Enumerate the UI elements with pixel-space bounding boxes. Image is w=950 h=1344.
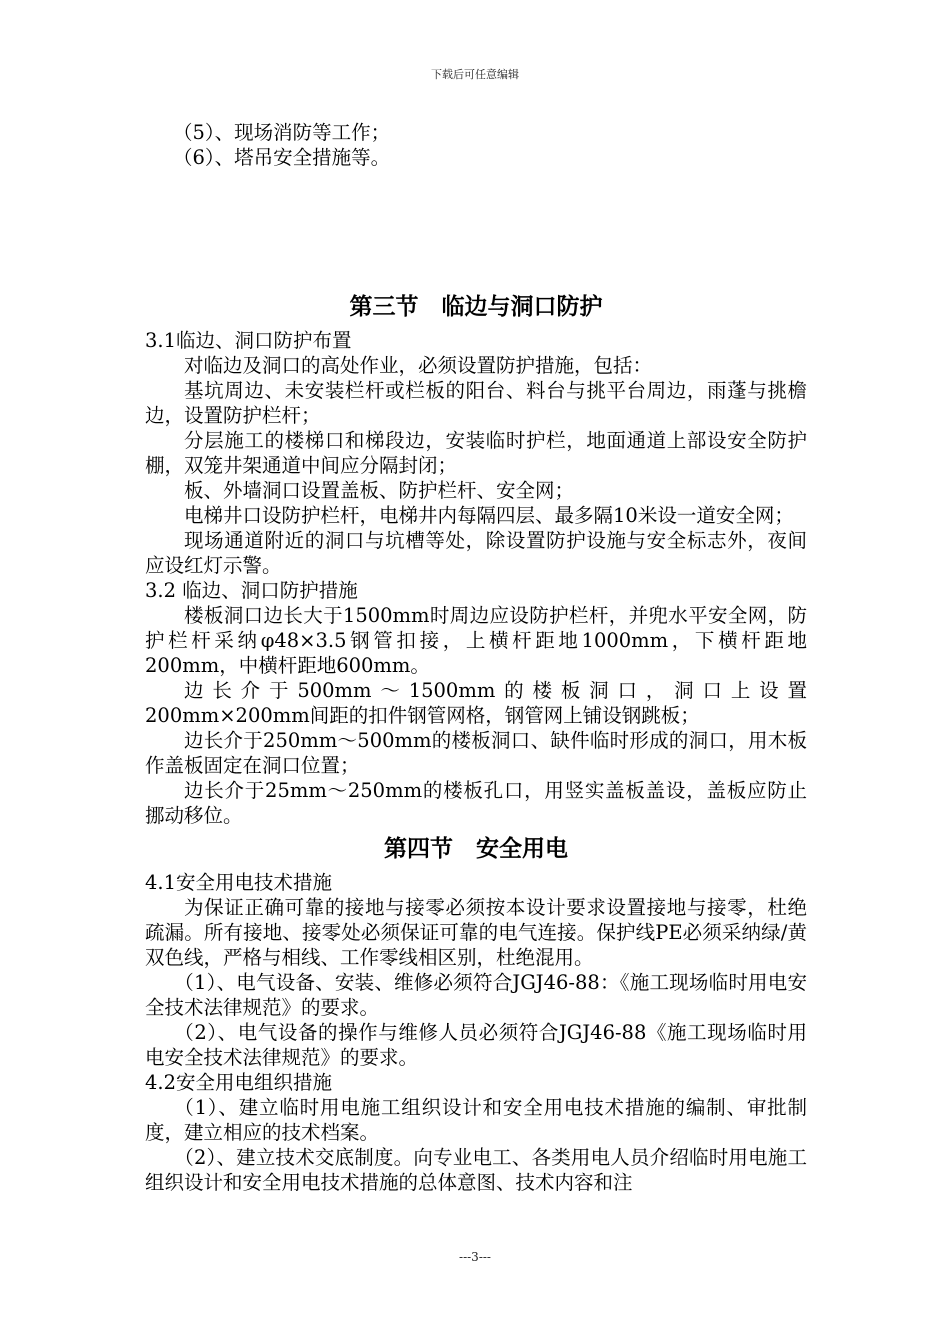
paragraph: 分层施工的楼梯口和梯段边，安装临时护栏，地面通道上部设安全防护棚，双笼井架通道中间应分隔封闭； bbox=[145, 429, 807, 477]
subsection-4-2: 4.2安全用电组织措施 bbox=[145, 1071, 333, 1094]
paragraph: 楼板洞口边长大于1500mm时周边应设防护栏杆，并兜水平安全网，防护栏杆采纳φ48×3.5钢管扣接，上横杆距地1000mm，下横杆距地200mm，中横杆距地600mm。 bbox=[145, 604, 807, 677]
paragraph: 板、外墙洞口设置盖板、防护栏杆、安全网； bbox=[184, 479, 575, 502]
paragraph: 边长介于500mm～1500mm的楼板洞口，洞口上设置200mm×200mm间距的扣件钢管网格，钢管网上铺设钢跳板； bbox=[145, 679, 807, 727]
subsection-3-2: 3.2 临边、洞口防护措施 bbox=[145, 579, 358, 602]
document-body bbox=[145, 120, 807, 1195]
paragraph: （2）、电气设备的操作与维修人员必须符合JGJ46-88《施工现场临时用电安全技术法律规范》的要求。 bbox=[145, 1021, 807, 1069]
paragraph: （1）、建立临时用电施工组织设计和安全用电技术措施的编制、审批制度，建立相应的技术档案。 bbox=[145, 1096, 807, 1144]
paragraph: （2）、建立技术交底制度。向专业电工、各类用电人员介绍临时用电施工组织设计和安全用电技术措施的总体意图、技术内容和注 bbox=[145, 1146, 807, 1194]
subsection-4-1: 4.1安全用电技术措施 bbox=[145, 871, 333, 894]
section-4-title: 第四节 安全用电 bbox=[384, 836, 568, 862]
paragraph: 对临边及洞口的高处作业，必须设置防护措施，包括： bbox=[184, 354, 653, 377]
paragraph: （1）、电气设备、安装、维修必须符合JGJ46-88：《施工现场临时用电安全技术法律规范》的要求。 bbox=[145, 971, 807, 1019]
paragraph: 现场通道附近的洞口与坑槽等处，除设置防护设施与安全标志外，夜间应设红灯示警。 bbox=[145, 529, 807, 577]
page-header: 下载后可任意编辑 bbox=[431, 68, 519, 81]
list-item: （5）、现场消防等工作； bbox=[173, 121, 391, 144]
page-number: ---3--- bbox=[459, 1250, 491, 1264]
subsection-3-1: 3.1临边、洞口防护布置 bbox=[145, 329, 352, 352]
list-item: （6）、塔吊安全措施等。 bbox=[173, 146, 391, 169]
paragraph: 电梯井口设防护栏杆，电梯井内每隔四层、最多隔10米设一道安全网； bbox=[184, 504, 794, 527]
paragraph: 边长介于25mm～250mm的楼板孔口，用竖实盖板盖设，盖板应防止挪动移位。 bbox=[145, 779, 807, 827]
paragraph: 为保证正确可靠的接地与接零必须按本设计要求设置接地与接零，杜绝疏漏。所有接地、接零处必须保证可靠的电气连接。保护线PE必须采纳绿/黄双色线，严格与相线、工作零线相区别，杜绝混用。 bbox=[145, 896, 807, 969]
section-3-title: 第三节 临边与洞口防护 bbox=[349, 294, 603, 320]
paragraph: 边长介于250mm～500mm的楼板洞口、缺件临时形成的洞口，用木板作盖板固定在洞口位置； bbox=[145, 729, 807, 777]
paragraph: 基坑周边、未安装栏杆或栏板的阳台、料台与挑平台周边，雨蓬与挑檐边，设置防护栏杆； bbox=[145, 379, 807, 427]
